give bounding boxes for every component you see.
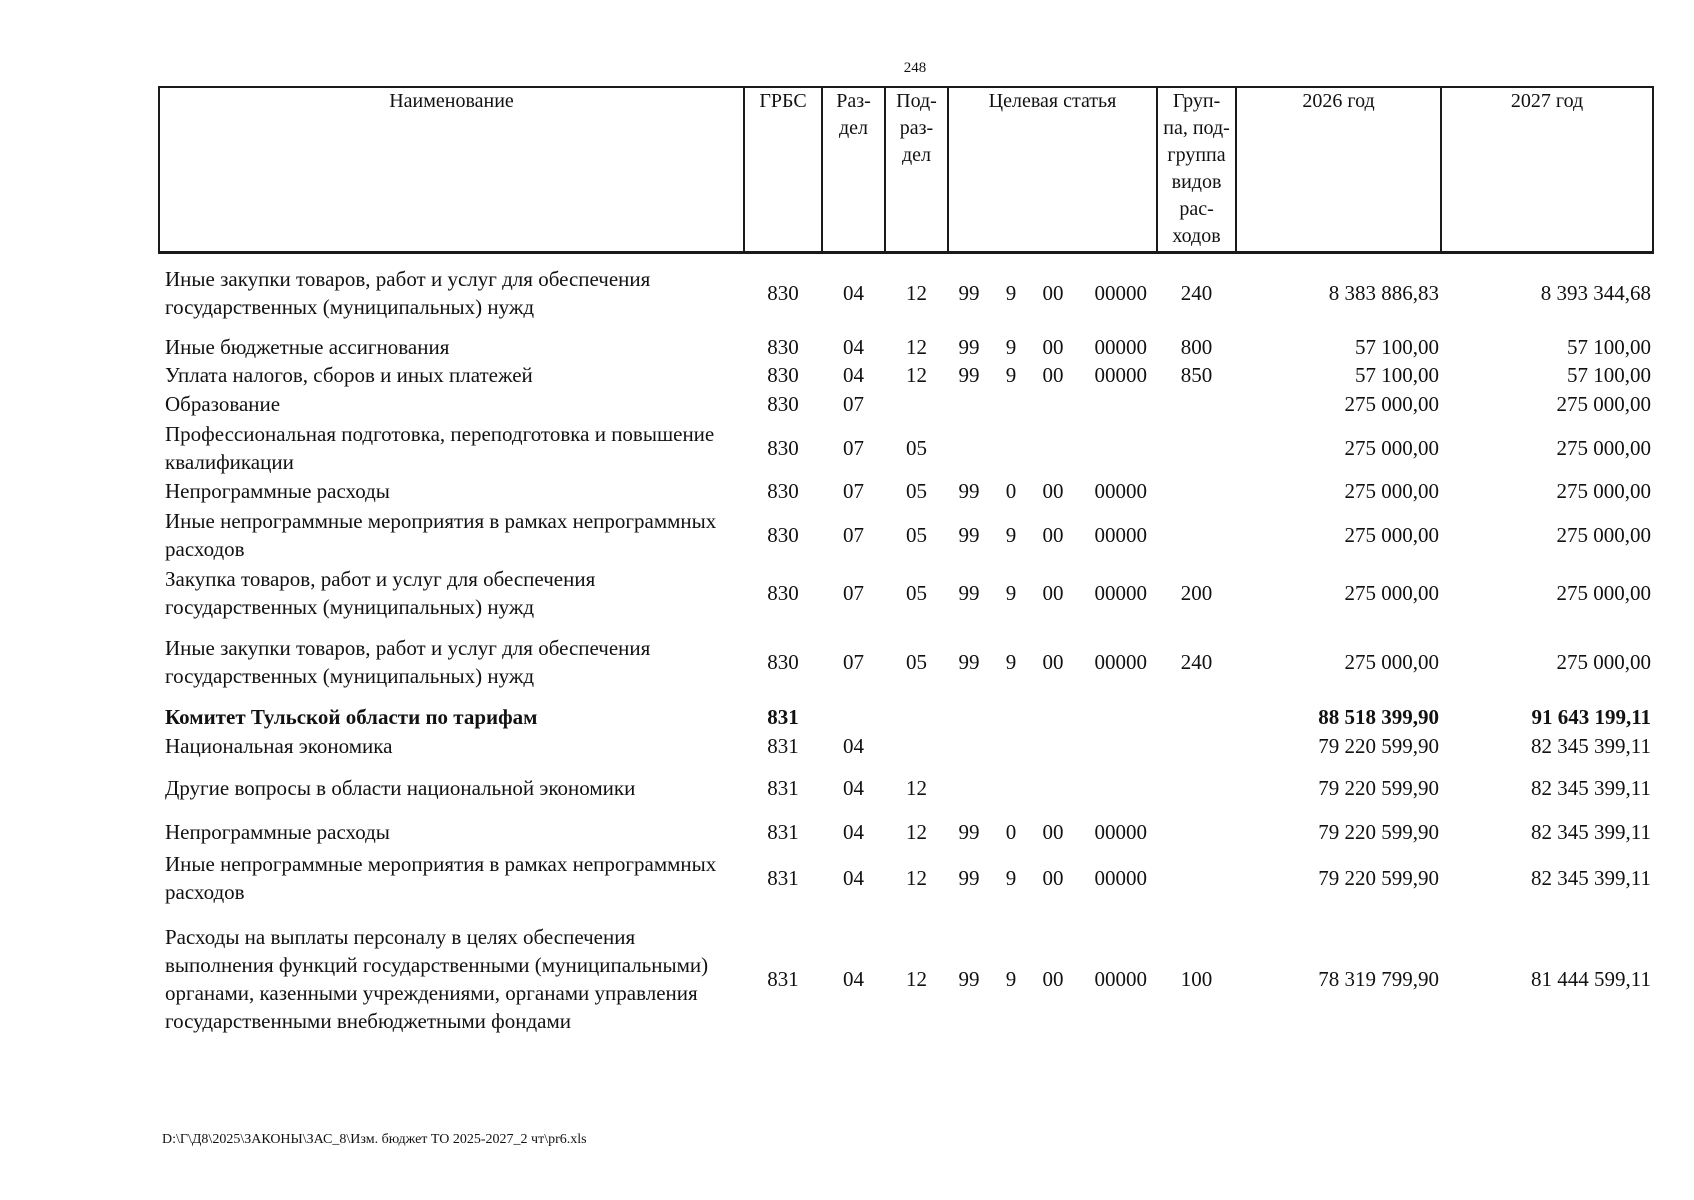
row-grbs: 831 — [767, 775, 799, 800]
row-group — [1157, 732, 1236, 761]
row-target-1: 99 — [958, 281, 980, 306]
row-target-1: 99 — [958, 363, 980, 387]
row-target-2 — [990, 732, 1032, 761]
row-target-2: 9 — [1005, 865, 1017, 890]
row-year-2027: 8 393 344,68 — [1540, 281, 1652, 306]
row-target-4: 00000 — [1094, 334, 1148, 359]
row-grbs: 830 — [767, 281, 799, 306]
row-year-2027: 82 345 399,11 — [1531, 734, 1652, 758]
row-group — [1157, 390, 1236, 419]
row-razdel: 07 — [843, 580, 864, 605]
row-name: Иные бюджетные ассигнования — [165, 334, 450, 359]
row-year-2026: 275 000,00 — [1344, 435, 1440, 460]
row-target-3: 00 — [1042, 967, 1064, 991]
row-name: Национальная экономика — [165, 734, 393, 758]
row-podrazdel: 12 — [906, 967, 927, 991]
row-year-2027: 57 100,00 — [1567, 363, 1652, 387]
row-target-1 — [948, 732, 990, 761]
row-target-4: 00000 — [1094, 281, 1148, 306]
row-grbs: 831 — [767, 704, 799, 729]
row-group — [1157, 692, 1236, 732]
row-grbs: 831 — [767, 819, 799, 844]
row-year-2026: 57 100,00 — [1355, 363, 1440, 387]
row-target-1: 99 — [958, 479, 980, 503]
header-grbs: ГРБС — [744, 87, 822, 253]
row-razdel: 04 — [843, 967, 864, 991]
table-row — [159, 253, 1653, 323]
row-target-4: 00000 — [1094, 522, 1148, 547]
row-razdel: 07 — [843, 479, 864, 503]
row-target-2 — [990, 761, 1032, 805]
row-name: Образование — [165, 392, 281, 416]
row-target-1 — [948, 692, 990, 732]
row-target-3 — [1032, 419, 1074, 477]
row-target-2: 0 — [1005, 819, 1017, 844]
row-razdel: 07 — [843, 435, 864, 460]
row-target-4 — [1074, 732, 1157, 761]
row-grbs: 830 — [767, 522, 799, 547]
row-name: Комитет Тульской области по тарифам — [165, 704, 538, 729]
table-row — [159, 390, 1653, 419]
row-target-4: 00000 — [1094, 363, 1148, 387]
row-grbs: 830 — [767, 649, 799, 674]
table-row — [159, 692, 1653, 732]
row-group: 850 — [1180, 363, 1213, 387]
row-target-2: 9 — [1005, 363, 1017, 387]
header-year-2026: 2026 год — [1236, 87, 1441, 253]
row-target-3: 00 — [1042, 865, 1064, 890]
row-name: Иные непрограммные мероприятия в рамках непрограммных расходов — [165, 508, 717, 561]
row-target-2 — [990, 390, 1032, 419]
row-target-3: 00 — [1042, 819, 1064, 844]
row-year-2026: 79 220 599,90 — [1318, 775, 1440, 800]
row-target-3: 00 — [1042, 334, 1064, 359]
table-row — [159, 361, 1653, 390]
row-target-3 — [1032, 761, 1074, 805]
row-podrazdel: 12 — [906, 334, 927, 359]
row-target-1: 99 — [958, 819, 980, 844]
table-row — [159, 732, 1653, 761]
row-grbs: 830 — [767, 392, 799, 416]
row-year-2026: 275 000,00 — [1344, 580, 1440, 605]
row-group: 100 — [1180, 967, 1213, 991]
row-name: Расходы на выплаты персоналу в целях обеспечения выполнения функций государственными (муниципальными) органами, казенными учреждениями, органами управления государственными внебюджетными фондами — [165, 925, 709, 1033]
row-year-2027: 275 000,00 — [1556, 479, 1652, 503]
row-target-1 — [948, 419, 990, 477]
table-row — [159, 761, 1653, 805]
row-year-2026: 79 220 599,90 — [1318, 734, 1440, 758]
row-group: 240 — [1180, 281, 1213, 306]
row-grbs: 830 — [767, 435, 799, 460]
row-grbs: 830 — [767, 580, 799, 605]
row-name: Другие вопросы в области национальной экономики — [165, 775, 636, 800]
table-header — [159, 87, 1653, 253]
row-target-4 — [1074, 692, 1157, 732]
row-target-1: 99 — [958, 580, 980, 605]
row-target-2 — [990, 419, 1032, 477]
row-name: Иные закупки товаров, работ и услуг для обеспечения государственных (муниципальных) нужд — [165, 267, 651, 320]
row-target-4: 00000 — [1094, 649, 1148, 674]
row-year-2027: 91 643 199,11 — [1531, 704, 1652, 729]
row-group: 200 — [1180, 580, 1213, 605]
row-group — [1157, 506, 1236, 564]
row-year-2026: 79 220 599,90 — [1318, 819, 1440, 844]
row-target-2: 9 — [1005, 580, 1017, 605]
row-target-3: 00 — [1042, 479, 1064, 503]
row-group — [1157, 761, 1236, 805]
row-target-4 — [1074, 390, 1157, 419]
row-target-4: 00000 — [1094, 479, 1148, 503]
header-year-2027: 2027 год — [1441, 87, 1653, 253]
row-razdel — [822, 692, 885, 732]
row-razdel: 07 — [843, 392, 864, 416]
row-name: Непрограммные расходы — [165, 479, 390, 503]
row-target-2: 9 — [1005, 281, 1017, 306]
header-target-article: Целевая статья — [948, 87, 1157, 253]
row-target-1: 99 — [958, 334, 980, 359]
row-podrazdel: 12 — [906, 281, 927, 306]
row-podrazdel: 05 — [906, 649, 927, 674]
row-grbs: 830 — [767, 479, 799, 503]
row-target-1: 99 — [958, 649, 980, 674]
row-target-3: 00 — [1042, 281, 1064, 306]
row-target-2 — [990, 692, 1032, 732]
row-target-3: 00 — [1042, 363, 1064, 387]
row-name: Иные закупки товаров, работ и услуг для обеспечения государственных (муниципальных) нужд — [165, 635, 651, 688]
row-group — [1157, 477, 1236, 506]
row-grbs: 830 — [767, 363, 799, 387]
row-year-2027: 275 000,00 — [1556, 580, 1652, 605]
row-group: 800 — [1180, 334, 1213, 359]
row-razdel: 04 — [843, 734, 864, 758]
row-grbs: 831 — [767, 967, 799, 991]
row-razdel: 04 — [843, 865, 864, 890]
row-target-3 — [1032, 692, 1074, 732]
header-razdel: Раз- дел — [822, 87, 885, 253]
row-podrazdel: 12 — [906, 865, 927, 890]
row-target-3: 00 — [1042, 522, 1064, 547]
row-group — [1157, 419, 1236, 477]
row-target-3: 00 — [1042, 580, 1064, 605]
table-row — [159, 419, 1653, 477]
row-podrazdel: 12 — [906, 363, 927, 387]
row-year-2026: 57 100,00 — [1355, 334, 1440, 359]
row-target-2: 9 — [1005, 967, 1017, 991]
row-target-3 — [1032, 390, 1074, 419]
row-razdel: 04 — [843, 334, 864, 359]
row-target-2: 0 — [1005, 479, 1017, 503]
row-target-1: 99 — [958, 967, 980, 991]
row-razdel: 04 — [843, 775, 864, 800]
row-target-4: 00000 — [1094, 967, 1148, 991]
row-grbs: 831 — [767, 734, 799, 758]
row-target-4: 00000 — [1094, 819, 1148, 844]
row-year-2027: 275 000,00 — [1556, 392, 1652, 416]
row-year-2027: 275 000,00 — [1556, 522, 1652, 547]
row-razdel: 07 — [843, 522, 864, 547]
row-group — [1157, 805, 1236, 849]
file-path: D:\Г\Д8\2025\ЗАКОНЫ\ЗАС_8\Изм. бюджет ТО 2025-2027_2 чт\pr6.xls — [162, 1132, 587, 1147]
row-year-2026: 275 000,00 — [1344, 392, 1440, 416]
table-row — [159, 506, 1653, 564]
row-podrazdel — [885, 732, 948, 761]
row-year-2026: 88 518 399,90 — [1318, 704, 1440, 729]
row-grbs: 831 — [767, 865, 799, 890]
row-podrazdel: 05 — [906, 580, 927, 605]
header-podrazdel: Под- раз- дел — [885, 87, 948, 253]
row-group: 240 — [1180, 649, 1213, 674]
table-row — [159, 323, 1653, 361]
row-year-2027: 57 100,00 — [1567, 334, 1652, 359]
row-target-4: 00000 — [1094, 865, 1148, 890]
row-podrazdel: 12 — [906, 775, 927, 800]
row-year-2026: 275 000,00 — [1344, 479, 1440, 503]
row-podrazdel: 05 — [906, 435, 927, 460]
row-year-2026: 78 319 799,90 — [1318, 967, 1440, 991]
row-year-2026: 8 383 886,83 — [1328, 281, 1440, 306]
row-razdel: 07 — [843, 649, 864, 674]
table-row — [159, 564, 1653, 622]
header-expense-group: Груп- па, под- группа видов рас- ходов — [1157, 87, 1236, 253]
row-year-2027: 275 000,00 — [1556, 649, 1652, 674]
table-row — [159, 622, 1653, 692]
row-year-2026: 79 220 599,90 — [1318, 865, 1440, 890]
row-target-3: 00 — [1042, 649, 1064, 674]
page-number: 248 — [903, 60, 927, 76]
row-target-1: 99 — [958, 865, 980, 890]
row-group — [1157, 849, 1236, 907]
row-target-4: 00000 — [1094, 580, 1148, 605]
row-year-2027: 82 345 399,11 — [1531, 819, 1652, 844]
table-row — [159, 907, 1653, 1052]
row-razdel: 04 — [843, 819, 864, 844]
row-name: Иные непрограммные мероприятия в рамках непрограммных расходов — [165, 851, 717, 904]
table-body — [159, 253, 1653, 1052]
row-target-1 — [948, 761, 990, 805]
row-name: Закупка товаров, работ и услуг для обеспечения государственных (муниципальных) нужд — [165, 566, 596, 619]
row-target-2: 9 — [1005, 649, 1017, 674]
row-grbs: 830 — [767, 334, 799, 359]
row-target-3 — [1032, 732, 1074, 761]
header-name: Наименование — [159, 87, 744, 253]
row-target-2: 9 — [1005, 334, 1017, 359]
row-year-2027: 81 444 599,11 — [1531, 967, 1652, 991]
row-name: Уплата налогов, сборов и иных платежей — [165, 363, 533, 387]
row-name: Непрограммные расходы — [165, 819, 390, 844]
row-target-2: 9 — [1005, 522, 1017, 547]
table-row — [159, 805, 1653, 849]
row-year-2026: 275 000,00 — [1344, 522, 1440, 547]
row-target-1: 99 — [958, 522, 980, 547]
row-razdel: 04 — [843, 363, 864, 387]
row-podrazdel — [885, 692, 948, 732]
row-year-2027: 82 345 399,11 — [1531, 865, 1652, 890]
row-name: Профессиональная подготовка, переподготовка и повышение квалификации — [165, 421, 715, 474]
row-target-4 — [1074, 419, 1157, 477]
budget-table — [158, 86, 1654, 1052]
row-year-2026: 275 000,00 — [1344, 649, 1440, 674]
row-target-1 — [948, 390, 990, 419]
row-year-2027: 275 000,00 — [1556, 435, 1652, 460]
table-row — [159, 477, 1653, 506]
row-podrazdel: 12 — [906, 819, 927, 844]
row-target-4 — [1074, 761, 1157, 805]
row-podrazdel: 05 — [906, 479, 927, 503]
table-row — [159, 849, 1653, 907]
row-podrazdel: 05 — [906, 522, 927, 547]
row-podrazdel — [885, 390, 948, 419]
row-year-2027: 82 345 399,11 — [1531, 775, 1652, 800]
row-razdel: 04 — [843, 281, 864, 306]
